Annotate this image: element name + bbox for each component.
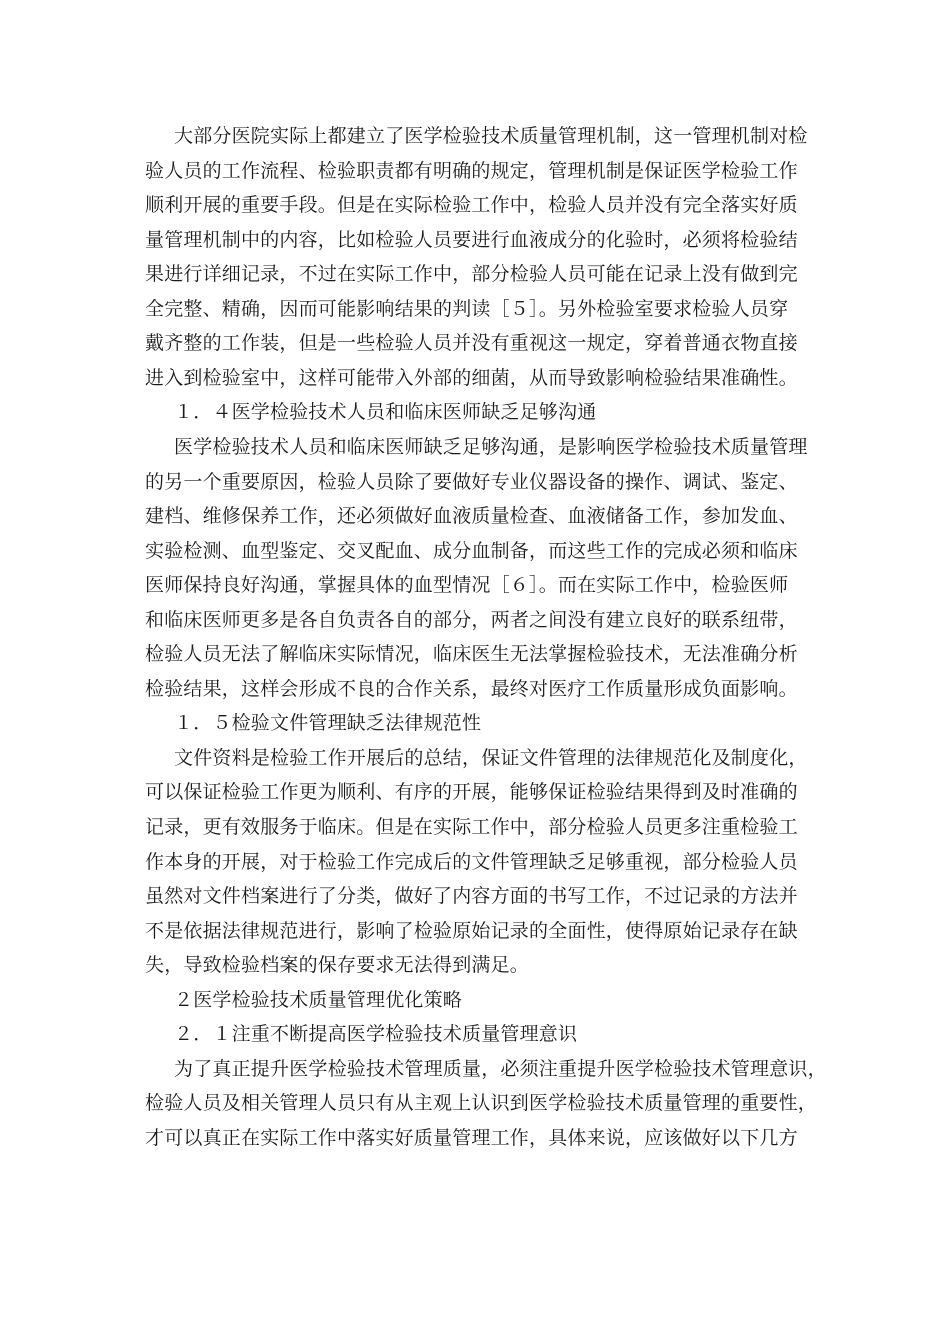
text-line: 顺利开展的重要手段。但是在实际检验工作中，检验人员并没有完全落实好质 — [145, 194, 798, 217]
text-line: 为了真正提升医学检验技术管理质量，必须注重提升医学检验技术管理意识， — [174, 1057, 827, 1080]
text-line: 检验人员无法了解临床实际情况，临床医生无法掌握检验技术，无法准确分析 — [145, 643, 798, 666]
text-line: 才可以真正在实际工作中落实好质量管理工作，具体来说，应该做好以下几方 — [145, 1126, 798, 1149]
text-line: 戴齐整的工作装，但是一些检验人员并没有重视这一规定，穿着普通衣物直接 — [145, 332, 798, 355]
text-line: 量管理机制中的内容，比如检验人员要进行血液成分的化验时，必须将检验结 — [145, 228, 798, 251]
text-line: 虽然对文件档案进行了分类，做好了内容方面的书写工作，不过记录的方法并 — [145, 885, 798, 908]
text-line: 检验结果，这样会形成不良的合作关系，最终对医疗工作质量形成负面影响。 — [145, 677, 798, 700]
text-line: １．５检验文件管理缺乏法律规范性 — [174, 712, 482, 735]
text-line: １．４医学检验技术人员和临床医师缺乏足够沟通 — [174, 401, 597, 424]
text-line: 可以保证检验工作更为顺利、有序的开展，能够保证检验结果得到及时准确的 — [145, 781, 798, 804]
text-line: 记录，更有效服务于临床。但是在实际工作中，部分检验人员更多注重检验工 — [145, 816, 798, 838]
text-line: 进入到检验室中，这样可能带入外部的细菌，从而导致影响检验结果准确性。 — [145, 366, 798, 389]
text-line: ２医学检验技术质量管理优化策略 — [174, 988, 463, 1011]
text-line: 不是依据法律规范进行，影响了检验原始记录的全面性，使得原始记录存在缺 — [145, 919, 798, 942]
text-line: 果进行详细记录，不过在实际工作中，部分检验人员可能在记录上没有做到完 — [145, 263, 798, 286]
text-line: ２．１注重不断提高医学检验技术质量管理意识 — [174, 1023, 578, 1046]
text-line: 作本身的开展，对于检验工作完成后的文件管理缺乏足够重视，部分检验人员 — [145, 850, 798, 873]
text-line: 和临床医师更多是各自负责各自的部分，两者之间没有建立良好的联系纽带， — [145, 608, 798, 631]
text-line: 大部分医院实际上都建立了医学检验技术质量管理机制，这一管理机制对检 — [174, 125, 808, 147]
text-line: 实验检测、血型鉴定、交叉配血、成分血制备，而这些工作的完成必须和临床 — [145, 539, 798, 562]
text-line: 的另一个重要原因，检验人员除了要做好专业仪器设备的操作、调试、鉴定、 — [145, 470, 798, 493]
text-line: 医学检验技术人员和临床医师缺乏足够沟通，是影响医学检验技术质量管理 — [174, 435, 808, 458]
text-line: 建档、维修保养工作，还必须做好血液质量检查、血液储备工作，参加发血、 — [145, 505, 798, 527]
text-line: 全完整、精确，因而可能影响结果的判读［５］。另外检验室要求检验人员穿 — [145, 297, 789, 320]
text-line: 失，导致检验档案的保存要求无法得到满足。 — [145, 954, 530, 977]
text-line: 检验人员及相关管理人员只有从主观上认识到医学检验技术质量管理的重要性， — [145, 1092, 818, 1115]
text-line: 文件资料是检验工作开展后的总结，保证文件管理的法律规范化及制度化， — [174, 746, 808, 769]
text-line: 医师保持良好沟通，掌握具体的血型情况［６］。而在实际工作中，检验医师 — [145, 574, 789, 597]
text-line: 验人员的工作流程、检验职责都有明确的规定，管理机制是保证医学检验工作 — [145, 159, 798, 182]
